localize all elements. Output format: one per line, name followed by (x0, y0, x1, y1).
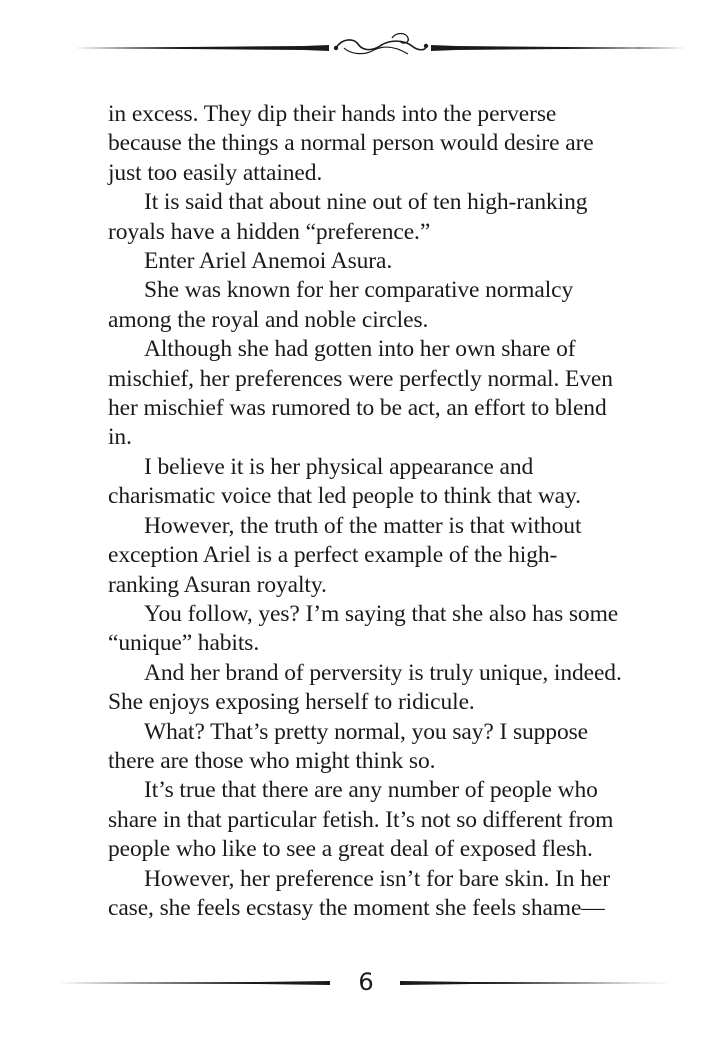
paragraph: You follow, yes? I’m saying that she also has some “unique” habits. (108, 600, 619, 657)
paragraph: Although she had gotten into her own share of mischief, her preferences were perfectly normal. Even her mischief was rumored to be act, an effort to blend in. (108, 336, 613, 451)
paragraph: in excess. They dip their hands into the perverse because the things a normal person would desire are just too easily attained. (108, 101, 594, 186)
paragraph: What? That’s pretty normal, you say? I suppose there are those who might think so. (108, 718, 588, 774)
paragraph: It’s true that there are any number of people who share in that particular fetish. It’s not so different from people who like to see a great deal of exposed flesh. (108, 777, 614, 863)
paragraph: However, the truth of the matter is that without exception Ariel is a perfect example of the high-ranking Asuran royalty. (108, 512, 582, 598)
footer-rule-left-icon (58, 978, 330, 988)
paragraph: Enter Ariel Anemoi Asura. (144, 248, 393, 275)
body-text (108, 100, 628, 923)
header-flourish-divider-icon (74, 26, 686, 70)
paragraph: It is said that about nine out of ten high-ranking royals have a hidden “preference.” (108, 189, 588, 245)
paragraph: However, her preference isn’t for bare skin. In her case, she feels ecstasy the moment she feels shame— (108, 865, 610, 921)
paragraph: She was known for her comparative normalcy among the royal and noble circles. (108, 277, 574, 333)
page-number: 6 (358, 968, 374, 996)
paragraph: And her brand of perversity is truly unique, indeed. She enjoys exposing herself to ridicule. (108, 659, 622, 716)
paragraph: I believe it is her physical appearance and charismatic voice that led people to think that way. (108, 453, 581, 510)
footer-rule-right-icon (400, 978, 672, 988)
